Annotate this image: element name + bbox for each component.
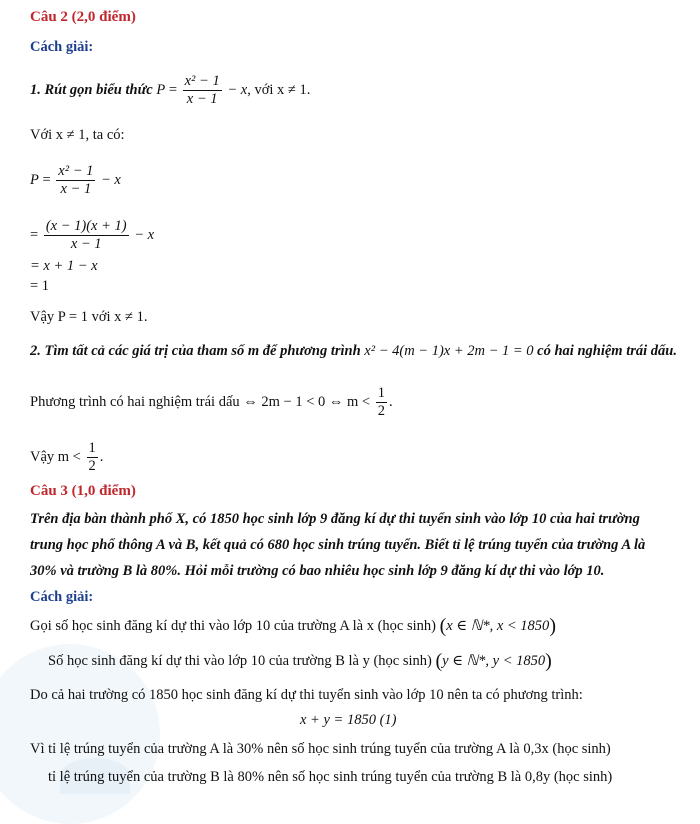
- fraction-half-den: 2: [377, 403, 385, 419]
- fraction-step2-den: x − 1: [70, 236, 102, 252]
- fraction-step1: [56, 163, 95, 198]
- expr-p-step1: P: [30, 171, 39, 188]
- q2-part2-title: [30, 342, 677, 360]
- q3-heading: Câu 3 (1,0 điểm): [30, 483, 136, 499]
- q2-part2-solution: Phương trình có hai nghiệm trái dấu ⇔ 2m − 1 < 0 ⇔ m < $\frac{1}{2}$ .: [30, 385, 393, 419]
- q2-part2-tail: có hai nghiệm trái dấu.: [537, 343, 677, 359]
- watermark-logo: [0, 644, 160, 824]
- step-1: P = $\frac{\text{x² − 1}}{x - 1}$ − x: [30, 163, 121, 197]
- q2-part1-label: 1. Rút gọn biểu thức: [30, 81, 153, 98]
- step-4: = 1: [30, 278, 50, 294]
- q2-part2-conclusion: Vậy m < $\frac{1}{2}$ .: [30, 440, 104, 474]
- fraction-step1-den: x − 1: [60, 181, 92, 197]
- paren-close: ): [549, 615, 556, 637]
- fraction-main: [183, 73, 222, 108]
- minus-x: − x: [227, 81, 248, 98]
- step1-minus-x: − x: [101, 171, 121, 188]
- fraction-step1-num: x² − 1: [58, 163, 94, 179]
- q2-method-label: Cách giải:: [30, 39, 94, 55]
- fraction-half-concl-den: 2: [88, 458, 96, 474]
- q3-method-label: Cách giải:: [30, 589, 94, 605]
- q3-line-4: Vì tỉ lệ trúng tuyển của trường A là 30% nên số học sinh trúng tuyển của trường A là 0,3x (học sinh): [30, 741, 611, 757]
- fraction-numerator: x² − 1: [184, 73, 220, 89]
- q2-part2-label: 2. Tìm tất cả các giá trị của tham số m để phương trình: [30, 343, 361, 359]
- q3-line-2: [48, 652, 552, 670]
- step-3: = x + 1 − x: [30, 258, 98, 274]
- q3-line-1-text: Gọi số học sinh đăng kí dự thi vào lớp 10 của trường A là x (học sinh): [30, 618, 436, 634]
- step-2: = $\frac{(x - 1)(x + 1)}{x - 1}$ − x: [30, 218, 155, 252]
- q2-part2-equation: x² − 4(m − 1)x + 2m − 1 = 0: [364, 343, 534, 359]
- q3-line-1-condition: x ∈ ℕ*, x < 1850: [446, 618, 550, 634]
- fraction-denominator: x − 1: [186, 91, 218, 107]
- q2-part2-concl-text: Vậy m <: [30, 448, 81, 465]
- q2-heading: Câu 2 (2,0 điểm): [30, 9, 136, 25]
- q3-line-1: [30, 617, 556, 635]
- fraction-step2: [44, 218, 129, 253]
- q2-part1-title: 1. Rút gọn biểu thức P = $\frac{\text{x² − 1}}{x - 1}$ − x, với x ≠ 1.: [30, 73, 311, 107]
- fraction-half-concl: [87, 440, 98, 475]
- expr-p: P: [156, 81, 166, 98]
- q3-line-5: tỉ lệ trúng tuyển của trường B là 80% nên số học sinh trúng tuyển của trường B là 0,8y (học sinh): [48, 769, 613, 785]
- paren-close-2: ): [545, 650, 552, 672]
- q2-part2-line: Phương trình có hai nghiệm trái dấu ⇔ 2m − 1 < 0 ⇔ m <: [30, 393, 371, 410]
- q3-line-2-condition: y ∈ ℕ*, y < 1850: [442, 653, 546, 669]
- fraction-step2-num: (x − 1)(x + 1): [45, 218, 127, 234]
- paren-open-2: (: [435, 650, 443, 672]
- fraction-half: [376, 385, 387, 420]
- equation-1: x + y = 1850 (1): [300, 712, 397, 728]
- q3-statement-3: 30% và trường B là 80%. Hỏi mỗi trường có bao nhiêu học sinh lớp 9 đăng kí dự thi vào lớp 10.: [30, 563, 605, 579]
- fraction-half-concl-num: 1: [88, 440, 96, 456]
- q3-statement-2: trung học phổ thông A và B, kết quả có 680 học sinh trúng tuyển. Biết tỉ lệ trúng tuyển của trường A là: [30, 537, 646, 553]
- q3-statement-1: Trên địa bàn thành phố X, có 1850 học sinh lớp 9 đăng kí dự thi tuyển sinh vào lớp 10 của hai trường: [30, 511, 640, 527]
- condition: , với x ≠ 1.: [247, 81, 311, 98]
- fraction-half-num: 1: [377, 385, 385, 401]
- conclusion-1: Vậy P = 1 với x ≠ 1.: [30, 309, 148, 325]
- q3-line-3: Do cả hai trường có 1850 học sinh đăng kí dự thi tuyển sinh vào lớp 10 nên ta có phương trình:: [30, 687, 583, 703]
- paren-open: (: [439, 615, 447, 637]
- with-condition-line: Với x ≠ 1, ta có:: [30, 127, 125, 143]
- step2-minus-x: − x: [134, 226, 155, 243]
- q3-line-2-text: Số học sinh đăng kí dự thi vào lớp 10 của trường B là y (học sinh): [48, 653, 432, 669]
